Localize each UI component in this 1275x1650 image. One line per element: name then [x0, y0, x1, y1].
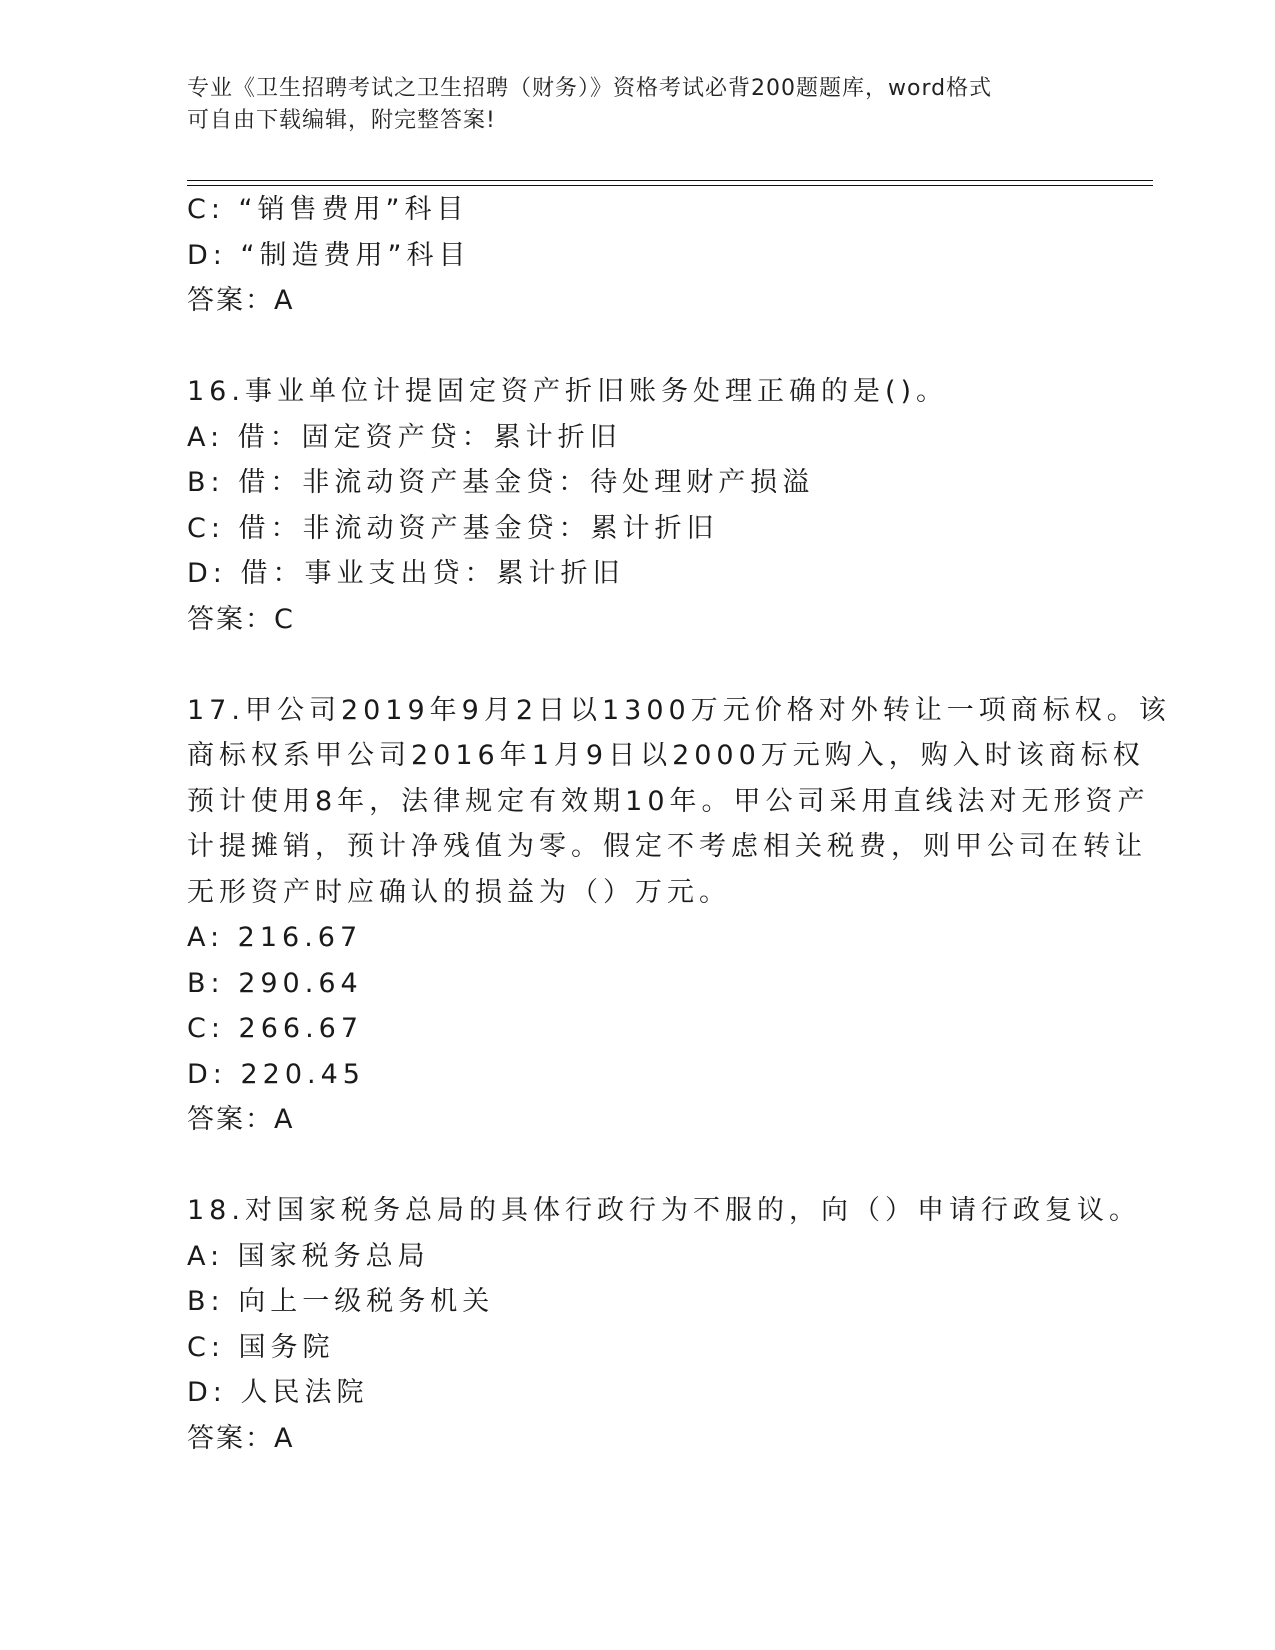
question-stem-line: 商标权系甲公司2016年1月9日以2000万元购入，购入时该商标权 [187, 740, 1145, 771]
option-c: C: 266.67 [187, 1013, 364, 1044]
answer: 答案：C [187, 603, 295, 635]
option-c: C: “销售费用”科目 [187, 194, 469, 225]
option-d: D: “制造费用”科目 [187, 239, 471, 271]
option-d: D: 人民法院 [187, 1377, 369, 1408]
question-17 [187, 688, 1171, 1143]
answer: 答案：A [187, 1104, 295, 1135]
option-a: A: 216.67 [187, 922, 363, 953]
question-16 [187, 369, 1087, 642]
question-stem-line: 预计使用8年，法律规定有效期10年。甲公司采用直线法对无形资产 [187, 785, 1150, 817]
question-15-continued [187, 187, 1087, 324]
header-rule-top [187, 180, 1153, 181]
option-c: C: 国务院 [187, 1331, 335, 1363]
option-d: D: 借：事业支出贷：累计折旧 [187, 558, 625, 589]
option-d: D: 220.45 [187, 1058, 365, 1090]
question-stem-line: 计提摊销，预计净残值为零。假定不考虑相关税费，则甲公司在转让 [187, 831, 1147, 862]
option-b: B: 借：非流动资产基金贷：待处理财产损溢 [187, 467, 815, 498]
spacer [187, 1143, 1087, 1189]
question-stem: 18.对国家税务总局的具体行政行为不服的，向（）申请行政复议。 [187, 1195, 1141, 1226]
header-rule-bottom [187, 185, 1153, 186]
header-title-line-1: 专业《卫生招聘考试之卫生招聘（财务）》资格考试必背200题题库，word格式 [187, 76, 993, 101]
answer: 答案：A [187, 285, 295, 316]
question-stem-line: 17.甲公司2019年9月2日以1300万元价格对外转让一项商标权。该 [187, 694, 1171, 726]
option-b: B: 290.64 [187, 967, 363, 999]
option-a: A: 借：固定资产贷：累计折旧 [187, 421, 622, 453]
option-b: B: 向上一级税务机关 [187, 1286, 495, 1317]
spacer [187, 642, 1087, 688]
spacer [187, 324, 1087, 370]
answer: 答案：A [187, 1422, 295, 1454]
page-header [187, 73, 1067, 137]
option-c: C: 借：非流动资产基金贷：累计折旧 [187, 512, 719, 544]
header-title-line-2: 可自由下载编辑，附完整答案! [187, 108, 496, 133]
question-stem-line: 无形资产时应确认的损益为（）万元。 [187, 876, 731, 908]
question-18 [187, 1188, 1141, 1461]
document-body [187, 187, 1171, 1461]
option-a: A: 国家税务总局 [187, 1240, 430, 1272]
question-stem: 16.事业单位计提固定资产折旧账务处理正确的是()。 [187, 376, 949, 407]
